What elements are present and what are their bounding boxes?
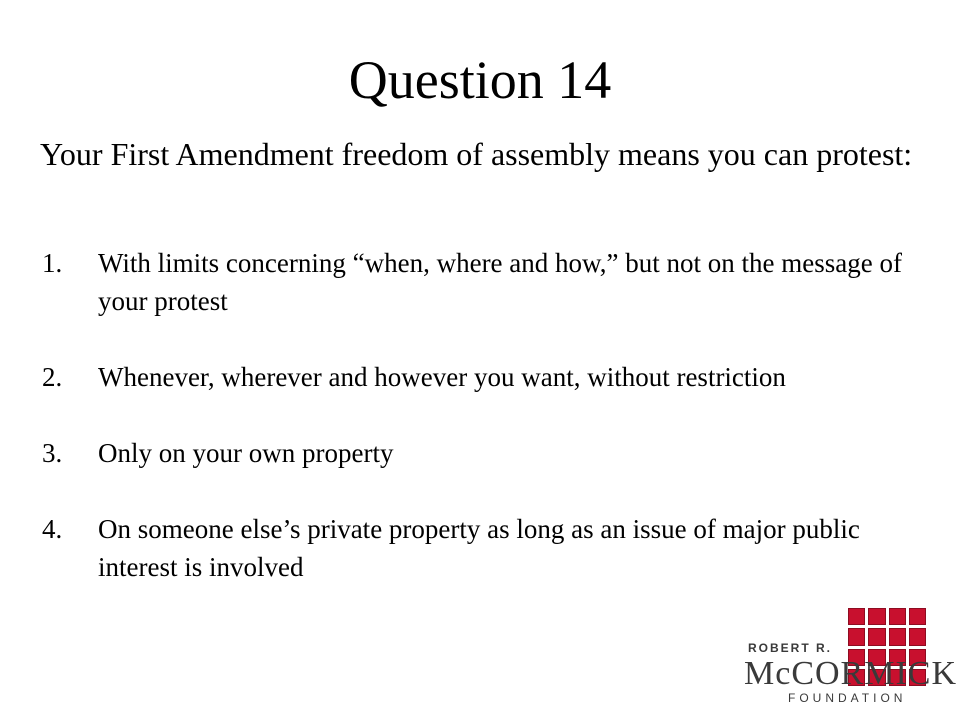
logo-name: McCORMICK xyxy=(744,655,958,692)
answer-item xyxy=(40,358,920,396)
answer-item xyxy=(40,434,920,472)
logo-foundation-line: FOUNDATION xyxy=(788,691,907,705)
answer-text: Only on your own property xyxy=(98,438,394,468)
foundation-logo xyxy=(740,605,958,705)
answer-text: With limits concerning “when, where and how,” but not on the message of your protest xyxy=(98,248,902,316)
question-text: Your First Amendment freedom of assembly means you can protest: xyxy=(40,136,913,172)
answer-item xyxy=(40,510,920,586)
answer-item xyxy=(40,244,920,320)
answer-text: Whenever, wherever and however you want, without restriction xyxy=(98,362,786,392)
logo-top-line: ROBERT R. xyxy=(748,641,832,655)
answer-number: 1. xyxy=(42,248,63,278)
answer-list xyxy=(40,244,920,624)
answer-number: 2. xyxy=(42,362,63,392)
answer-text: On someone else’s private property as long as an issue of major public interest is involved xyxy=(98,514,860,582)
answer-number: 3. xyxy=(42,438,63,468)
answer-number: 4. xyxy=(42,514,63,544)
slide-title: Question 14 xyxy=(348,50,612,110)
